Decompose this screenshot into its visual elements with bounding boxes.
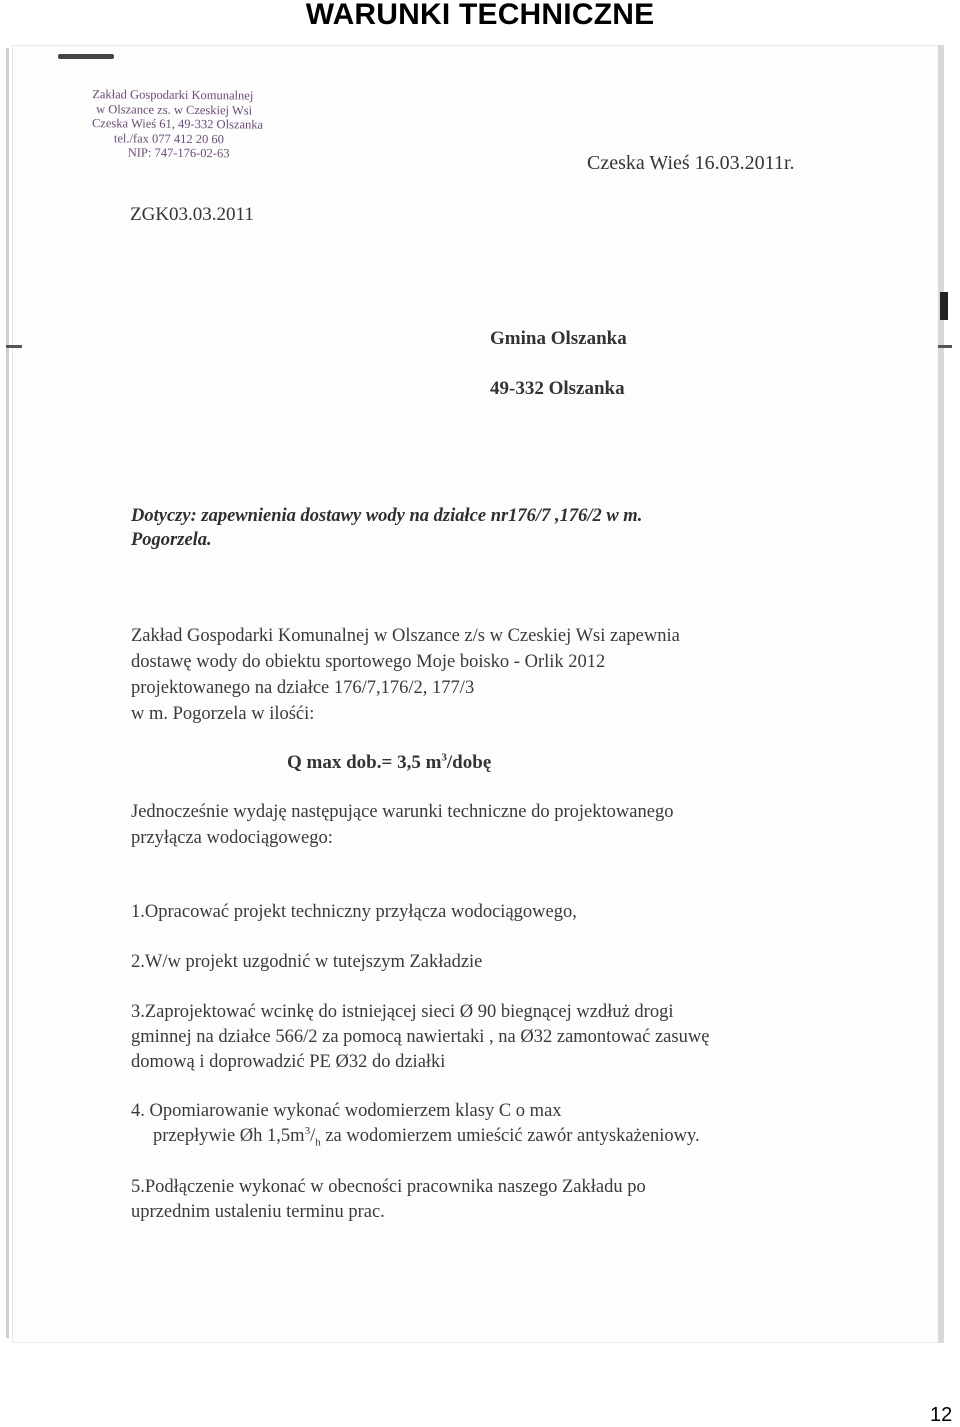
stamp-line: NIP: 747-176-02-63 <box>127 145 230 161</box>
flow-exponent: 3 <box>304 1124 311 1137</box>
scan-mark-top <box>58 54 114 59</box>
condition-item-4-line: 4. Opomiarowanie wykonać wodomierzem klasy C o max <box>131 1101 562 1121</box>
condition-item-4-line <box>153 1126 700 1147</box>
recipient-postal: 49-332 Olszanka <box>490 378 625 399</box>
page-heading: WARUNKI TECHNICZNE <box>305 0 655 31</box>
intro-line: Zakład Gospodarki Komunalnej w Olszance z/s w Czeskiej Wsi zapewnia <box>131 626 680 646</box>
company-stamp <box>92 87 293 162</box>
scan-edge-right <box>938 45 944 1343</box>
intro-line: dostawę wody do obiektu sportowego Moje boisko - Orlik 2012 <box>131 652 606 672</box>
condition-item-5-line: 5.Podłączenie wykonać w obecności pracownika naszego Zakładu po <box>131 1177 646 1197</box>
condition-item-5-line: uprzednim ustaleniu terminu prac. <box>131 1202 385 1222</box>
subject-line: Pogorzela. <box>131 530 212 550</box>
water-demand-formula <box>287 752 491 774</box>
flow-slash: / <box>310 1126 316 1146</box>
stamp-line: w Olszance zs. w Czeskiej Wsi <box>96 101 253 118</box>
conditions-intro-line: przyłącza wodociągowego: <box>131 828 333 848</box>
stamp-line: Czeska Wieś 61, 49-332 Olszanka <box>91 116 264 132</box>
formula-prefix: Q max dob.= 3,5 m <box>287 752 442 773</box>
stamp-line: tel./fax 077 412 20 60 <box>113 131 224 147</box>
formula-suffix: /dobę <box>446 752 492 773</box>
intro-line: projektowanego na działce 176/7,176/2, 177/3 <box>131 678 475 698</box>
condition-item-3-line: 3.Zaprojektować wcinkę do istniejącej sieci Ø 90 biegnącej wzdłuż drogi <box>131 1002 674 1022</box>
formula-exponent: 3 <box>441 751 447 764</box>
page-number: 12 <box>930 1404 953 1426</box>
flow-subscript: h <box>315 1136 321 1149</box>
recipient-name: Gmina Olszanka <box>490 328 627 349</box>
flow-suffix: za wodomierzem umieścić zawór antyskażeniowy. <box>320 1126 700 1146</box>
scan-mark-left <box>6 345 22 348</box>
subject-line: Dotyczy: zapewnienia dostawy wody na działce nr176/7 ,176/2 w m. <box>131 506 643 526</box>
scan-edge-left <box>6 48 9 1338</box>
scan-mark-right-small <box>938 345 952 348</box>
condition-item-2: 2.W/w projekt uzgodnić w tutejszym Zakładzie <box>131 952 483 972</box>
stamp-line: Zakład Gospodarki Komunalnej <box>92 87 254 103</box>
condition-item-3-line: gminnej na działce 566/2 za pomocą nawiertaki , na Ø32 zamontować zasuwę <box>131 1027 710 1047</box>
reference-number: ZGK03.03.2011 <box>130 204 254 225</box>
condition-item-1: 1.Opracować projekt techniczny przyłącza wodociągowego, <box>131 902 577 922</box>
conditions-intro-line: Jednocześnie wydaję następujące warunki techniczne do projektowanego <box>131 802 674 822</box>
flow-prefix: przepływie Øh 1,5m <box>153 1126 305 1146</box>
place-date: Czeska Wieś 16.03.2011r. <box>587 152 795 174</box>
subject <box>131 504 642 552</box>
scan-mark-right <box>940 292 948 320</box>
condition-item-3-line: domową i doprowadzić PE Ø32 do działki <box>131 1052 446 1072</box>
intro-line: w m. Pogorzela w ilośći: <box>131 704 315 724</box>
